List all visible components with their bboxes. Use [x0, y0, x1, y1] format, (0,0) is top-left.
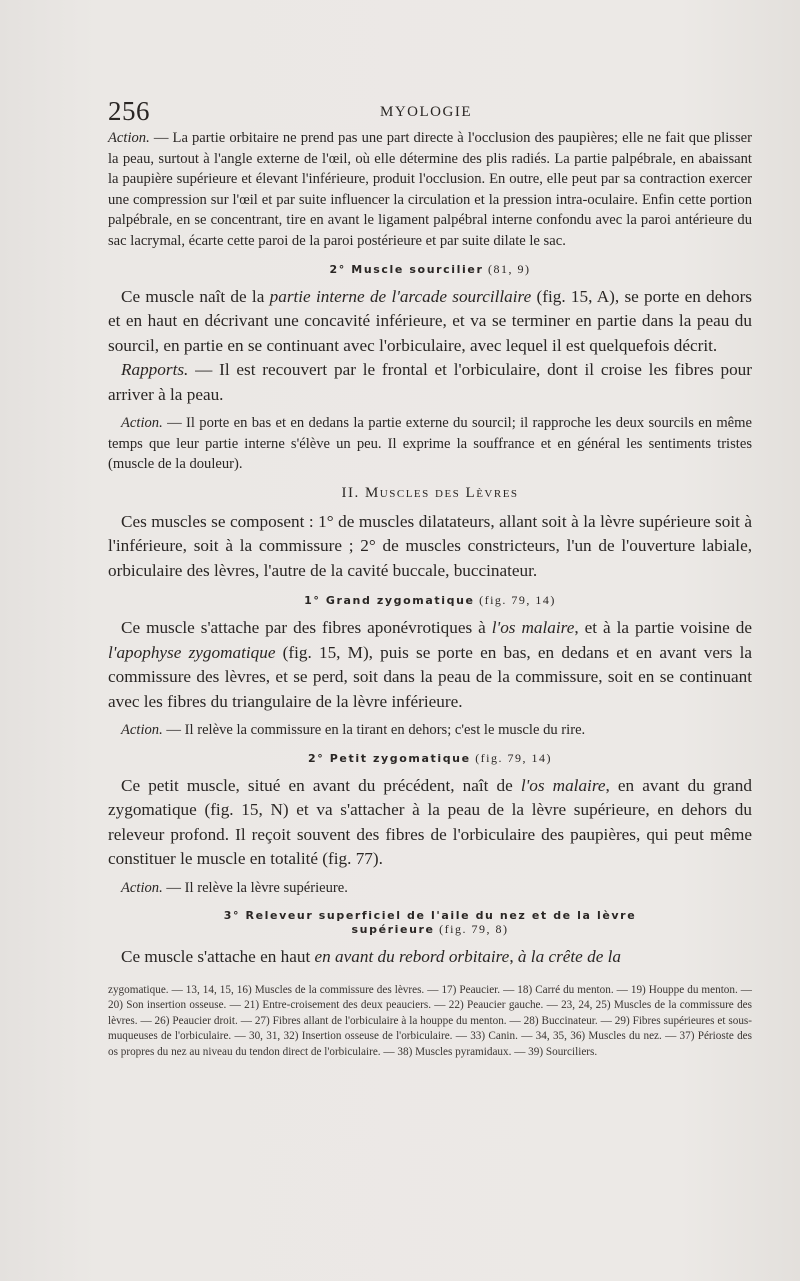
paragraph-petit-zygomatique-action [108, 878, 752, 899]
paragraph-text: — Il porte en bas et en dedans la partie externe du sourcil; il rapproche les deux sourcils en même temps que leur partie interne s'élève un peu. Il exprime la souffrance et en général les sentiments tristes (muscle de la douleur). [108, 415, 752, 473]
text-run: , [509, 946, 518, 966]
text-run: Ce muscle s'attache par des fibres aponévrotiques à [121, 618, 492, 638]
heading-title: 2° Petit zygomatique [307, 751, 471, 765]
heading-petit-zygomatique [108, 751, 752, 766]
heading-title: 2° Muscle sourcilier [329, 262, 484, 276]
heading-title: 1° Grand zygomatique [304, 594, 475, 608]
paragraph-lead: Action. [121, 879, 163, 896]
heading-figure-ref: (fig. 79, 14) [474, 593, 556, 608]
heading-title-line-2 [108, 922, 752, 937]
text-run: , en avant du grand zygomatique (fig. 15, N) et va s'attacher à la peau de la lèvre supérieure, en dehors du releveur profond. Il reçoit souvent des fibres de l'orbiculaire des paupières, qui peut même constituer le muscle en totalité (fig. 77). [108, 775, 752, 869]
paragraph-sourcilier-action [108, 413, 752, 475]
page-header [108, 96, 744, 126]
paragraph-orbiculaire-action [108, 128, 752, 252]
paragraph-lead: Action. [121, 415, 163, 432]
heading-figure-ref: (fig. 79, 14) [470, 750, 553, 765]
italic-run: l'os malaire [520, 775, 606, 795]
italic-run: en avant du rebord orbitaire [314, 946, 510, 966]
heading-figure-ref: (fig. 79, 8) [434, 921, 509, 936]
paragraph-lead: Rapports. [121, 360, 189, 380]
italic-run: l'apophyse zygomatique [108, 642, 276, 662]
italic-run: l'os malaire [491, 618, 575, 638]
italic-run: à la crête de la [517, 946, 621, 966]
heading-title-line-1: 3° Releveur superficiel de l'aile du nez et de la lèvre [223, 908, 637, 922]
paragraph-lead: Action. [121, 722, 163, 739]
heading-figure-ref: (81, 9) [483, 261, 531, 276]
page-number: 256 [108, 96, 150, 126]
paragraph-sourcilier-rapports [108, 358, 752, 407]
page-body [108, 128, 752, 1060]
text-run: Ce petit muscle, situé en avant du précédent, naît de [121, 775, 521, 795]
paragraph-text: — Il relève la commissure en la tirant en dehors; c'est le muscle du rire. [162, 722, 586, 739]
heading-muscle-sourcilier [108, 262, 752, 277]
figure-legend-footnotes: zygomatique. — 13, 14, 15, 16) Muscles de la commissure des lèvres. — 17) Peaucier. — 18) Carré du menton. — 19) Houppe du menton. — 20) Son insertion osseuse. — 21) Entre-croisement des deux peauciers. — 22) Peaucier gauche. — 23, 24, 25) Muscles de la commissure des lèvres. — 26) Peaucier droit. — 27) Fibres allant de l'orbiculaire à la houppe du menton. — 28) Buccinateur. — 29) Fibres supérieures et sous-muqueuses de l'orbiculaire. — 30, 31, 32) Insertion osseuse de l'orbiculaire. — 33) Canin. — 34, 35, 36) Muscles du nez. — 37) Périoste des os propres du nez au niveau du tendon direct de l'orbiculaire. — 38) Muscles pyramidaux. — 39) Sourciliers. [108, 984, 752, 1058]
text-run: (fig. 15, M), puis se porte en bas, en dedans et en avant vers la commissure des lèvres, et se perd, soit dans la peau de la commissure, soit en se continuant avec les fibres du triangulaire de la lèvre inférieure. [108, 642, 752, 711]
text-run: , et à la partie voisine de [574, 618, 752, 638]
text-run: Ce muscle s'attache en haut [121, 946, 315, 966]
paragraph-lead: Action. [108, 130, 150, 146]
heading-title: supérieure [351, 922, 435, 936]
paragraph-text: — La partie orbitaire ne prend pas une part directe à l'occlusion des paupières; elle ne fait que plisser la peau, surtout à l'angle externe de l'œil, où elle détermine des plis radiés. La partie palpébrale, en abaissant la paupière supérieure et élevant l'inférieure, produit l'occlusion. En outre, elle peut par sa contraction exercer une compression sur l'œil et par suite influencer la circulation et la pression intra-oculaire. Enfin cette portion palpébrale, en se concentrant, tire en avant le ligament palpébral interne confondu avec la paroi antérieure du sac lacrymal, écarte cette paroi de la paroi postérieure et par suite dilate le sac. [108, 130, 752, 249]
paragraph-sourcilier-origin [108, 285, 752, 359]
heading-releveur-superficiel [108, 909, 752, 937]
paragraph-text: — Il relève la lèvre supérieure. [162, 879, 348, 896]
heading-section-levres: II. Muscles des Lèvres [341, 484, 519, 501]
paragraph-text: — Il est recouvert par le frontal et l'orbiculaire, dont il croise les fibres pour arriver à la peau. [108, 360, 752, 404]
paragraph-grand-zygomatique [108, 616, 752, 714]
italic-run: partie interne de l'arcade sourcillaire [269, 286, 532, 306]
text-run: (fig. 15, A), se porte en dehors et en haut en décrivant une concavité inférieure, et va se terminer en partie dans la peau du sourcil, en partie en se continuant avec l'orbiculaire, avec lequel il est quelquefois décrit. [108, 286, 752, 355]
paragraph-grand-zygomatique-action [108, 720, 752, 741]
paragraph-levres-intro: Ces muscles se composent : 1° de muscles dilatateurs, allant soit à la lèvre supérieure soit à l'inférieure, soit à la commissure ; 2° de muscles constricteurs, l'un de l'ouverture labiale, orbiculaire des lèvres, l'autre de la cavité buccale, buccinateur. [108, 511, 752, 580]
text-run: Ce muscle naît de la [121, 286, 270, 306]
running-title: MYOLOGIE [380, 104, 472, 120]
heading-grand-zygomatique [108, 593, 752, 608]
paragraph-petit-zygomatique [108, 774, 752, 872]
paragraph-releveur-superficiel [108, 945, 752, 970]
